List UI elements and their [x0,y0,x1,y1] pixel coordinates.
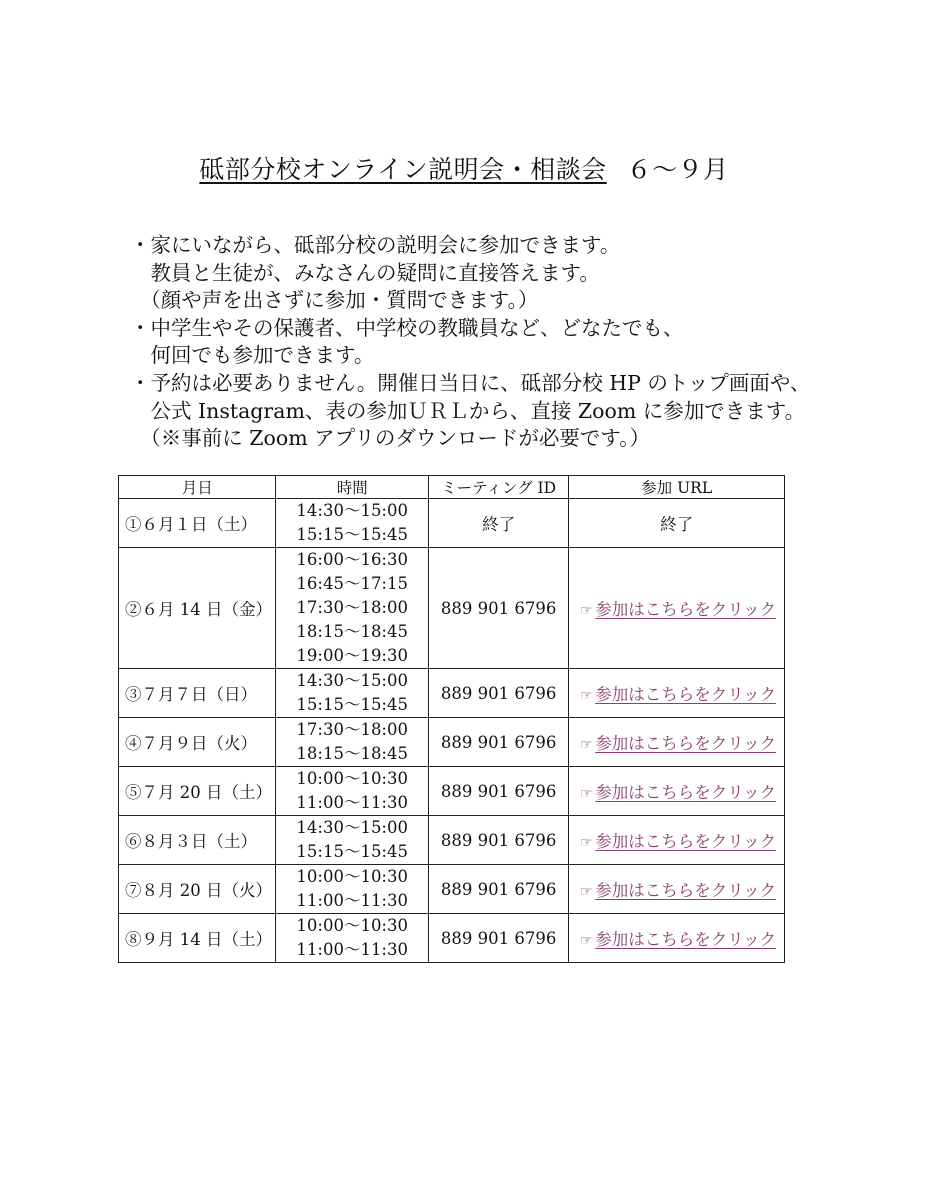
cell-meeting-id: 889 901 6796 [428,767,568,816]
cell-meeting-id: 終了 [428,499,568,548]
join-link[interactable] [577,685,776,704]
cell-time [276,865,428,914]
time-slot: 19:00～19:30 [296,646,408,665]
cell-date: ⑦８月 20 日（火） [119,865,276,914]
cell-time [276,718,428,767]
table-row [119,865,785,914]
join-link-label: 参加はこちらをクリック [595,832,777,851]
cell-meeting-id: 889 901 6796 [428,669,568,718]
cell-meeting-id: 889 901 6796 [428,718,568,767]
note-line: 公式 Instagram、表の参加ＵＲＬから、直接 Zoom に参加できます。 [130,398,806,423]
time-slot: 11:00～11:30 [296,891,408,910]
title-months: ６～９月 [626,155,729,184]
join-link[interactable] [577,881,776,900]
time-slot: 18:15～18:45 [296,744,408,763]
join-link-label: 参加はこちらをクリック [595,930,777,949]
cell-time [276,767,428,816]
header-meeting-id: ミーティング ID [428,476,568,499]
time-slot: 11:00～11:30 [296,793,408,812]
note-line: （※事前に Zoom アプリのダウンロードが必要です。） [130,426,650,451]
note-line: 教員と生徒が、みなさんの疑問に直接答えます。 [130,260,600,285]
join-link[interactable] [577,734,776,753]
join-link[interactable] [577,832,776,851]
pointing-hand-icon: ☞ [579,883,593,900]
time-slot: 11:00～11:30 [296,940,408,959]
cell-date: ①６月１日（土） [119,499,276,548]
join-link[interactable] [577,930,776,949]
cell-time [276,669,428,718]
cell-url [569,914,785,963]
cell-url [569,865,785,914]
cell-time [276,816,428,865]
cell-url [569,767,785,816]
cell-url: 終了 [569,499,785,548]
cell-time [276,499,428,548]
pointing-hand-icon: ☞ [579,785,593,802]
cell-meeting-id: 889 901 6796 [428,548,568,669]
cell-time [276,548,428,669]
cell-meeting-id: 889 901 6796 [428,914,568,963]
table-header-row [119,476,785,499]
table-row [119,718,785,767]
note-line: ・中学生やその保護者、中学校の教職員など、どなたでも、 [130,315,684,340]
pointing-hand-icon: ☞ [579,602,593,619]
page-title [0,150,928,186]
cell-url [569,548,785,669]
join-link-label: 参加はこちらをクリック [595,783,777,802]
time-slot: 10:00～10:30 [296,867,408,886]
time-slot: 17:30～18:00 [296,720,408,739]
time-slot: 16:45～17:15 [296,574,408,593]
table-row [119,767,785,816]
pointing-hand-icon: ☞ [579,736,593,753]
schedule-table [118,475,785,963]
table-row [119,499,785,548]
header-url: 参加 URL [569,476,785,499]
note-line: 何回でも参加できます。 [130,343,375,368]
cell-meeting-id: 889 901 6796 [428,816,568,865]
table-row [119,548,785,669]
time-slot: 10:00～10:30 [296,769,408,788]
time-slot: 18:15～18:45 [296,622,408,641]
join-link-label: 参加はこちらをクリック [595,881,777,900]
cell-date: ⑥８月３日（土） [119,816,276,865]
join-link[interactable] [577,600,776,619]
pointing-hand-icon: ☞ [579,687,593,704]
header-date: 月日 [119,476,276,499]
cell-date: ④７月９日（火） [119,718,276,767]
title-main: 砥部分校オンライン説明会・相談会 [199,155,607,184]
join-link-label: 参加はこちらをクリック [595,734,777,753]
time-slot: 16:00～16:30 [296,550,408,569]
table-row [119,914,785,963]
join-link[interactable] [577,783,776,802]
cell-url [569,816,785,865]
cell-date: ⑧９月 14 日（土） [119,914,276,963]
notes [130,232,830,453]
cell-date: ②６月 14 日（金） [119,548,276,669]
cell-date: ③７月７日（日） [119,669,276,718]
cell-url [569,669,785,718]
time-slot: 15:15～15:45 [296,842,408,861]
cell-url [569,718,785,767]
cell-time [276,914,428,963]
time-slot: 14:30～15:00 [296,501,408,520]
pointing-hand-icon: ☞ [579,932,593,949]
time-slot: 15:15～15:45 [296,695,408,714]
time-slot: 15:15～15:45 [296,525,408,544]
note-line: ・家にいながら、砥部分校の説明会に参加できます。 [130,233,621,257]
table-row [119,816,785,865]
join-link-label: 参加はこちらをクリック [595,685,777,704]
note-line: （顔や声を出さずに参加・質問できます。） [130,288,539,313]
time-slot: 14:30～15:00 [296,671,408,690]
note-line: ・予約は必要ありません。開催日当日に、砥部分校 HP のトップ画面や、 [130,370,811,395]
time-slot: 17:30～18:00 [296,598,408,617]
time-slot: 10:00～10:30 [296,916,408,935]
cell-date: ⑤７月 20 日（土） [119,767,276,816]
time-slot: 14:30～15:00 [296,818,408,837]
join-link-label: 参加はこちらをクリック [595,600,777,619]
schedule-body [119,499,785,963]
cell-meeting-id: 889 901 6796 [428,865,568,914]
header-time: 時間 [276,476,428,499]
pointing-hand-icon: ☞ [579,834,593,851]
table-row [119,669,785,718]
